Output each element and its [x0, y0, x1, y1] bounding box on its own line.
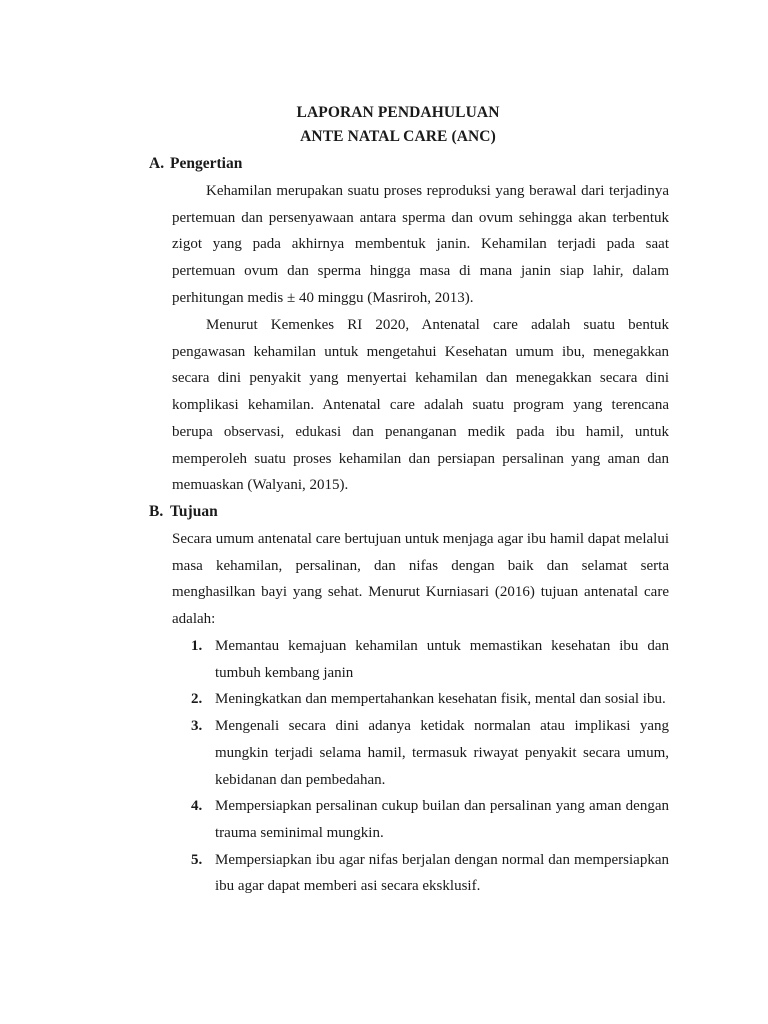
section-b-heading	[149, 503, 218, 521]
list-item-number: 5.	[191, 851, 203, 868]
list-item-number: 2.	[191, 691, 203, 708]
list-item-text: Mempersiapkan persalinan cukup builan dan persalinan yang aman dengan trauma seminimal mungkin.	[215, 798, 669, 841]
list-item-text: Mempersiapkan ibu agar nifas berjalan dengan normal dan mempersiapkan ibu agar dapat memberi asi secara eksklusif.	[215, 851, 669, 895]
list-item-text: Meningkatkan dan mempertahankan kesehatan fisik, mental dan sosial ibu.	[215, 691, 666, 708]
list-item-text: Mengenali secara dini adanya ketidak normalan atau implikasi yang mungkin terjadi selama hamil, termasuk riwayat penyakit secara umum, kebidanan dan pembedahan.	[215, 718, 669, 788]
list-item	[191, 686, 669, 713]
objectives-list	[191, 633, 669, 900]
section-a-paragraph-2: Menurut Kemenkes RI 2020, Antenatal care adalah suatu bentuk pengawasan kehamilan untuk mengetahui Kesehatan umum ibu, menegakkan secara dini penyakit yang menyertai kehamilan dan menegakkan secara dini komplikasi kehamilan. Antenatal care adalah suatu program yang terencana berupa observasi, edukasi dan penanganan medik pada ibu hamil, untuk memperoleh suatu proses kehamilan dan persiapan persalinan yang aman dan memuaskan (Walyani, 2015).	[172, 317, 669, 494]
list-item	[191, 793, 669, 846]
document-title: LAPORAN PENDAHULUAN	[296, 104, 500, 121]
section-b-title: Tujuan	[170, 503, 218, 520]
list-item-text: Memantau kemajuan kehamilan untuk memastikan kesehatan ibu dan tumbuh kembang janin	[215, 638, 669, 681]
list-item-number: 3.	[191, 718, 203, 735]
list-item-number: 1.	[191, 638, 203, 654]
list-item-number: 4.	[191, 798, 203, 815]
section-b-letter: B.	[149, 503, 164, 520]
section-a-title: Pengertian	[170, 155, 243, 172]
section-a-paragraph-1: Kehamilan merupakan suatu proses reproduksi yang berawal dari terjadinya pertemuan dan persenyawaan antara sperma dan ovum sehingga akan terbentuk zigot yang pada akhirnya membentuk janin. Kehamilan terjadi pada saat pertemuan ovum dan sperma hingga masa di mana janin siap lahir, dalam perhitungan medis ± 40 minggu (Masriroh, 2013).	[172, 183, 669, 306]
section-a-heading	[149, 155, 242, 173]
section-a-letter: A.	[149, 155, 165, 172]
list-item	[191, 633, 669, 686]
list-item	[191, 847, 669, 900]
list-item	[191, 713, 669, 793]
section-b-intro: Secara umum antenatal care bertujuan untuk menjaga agar ibu hamil dapat melalui masa kehamilan, persalinan, dan nifas dengan baik dan selamat serta menghasilkan bayi yang sehat. Menurut Kurniasari (2016) tujuan antenatal care adalah:	[172, 531, 669, 628]
document-subtitle: ANTE NATAL CARE (ANC)	[300, 128, 496, 145]
